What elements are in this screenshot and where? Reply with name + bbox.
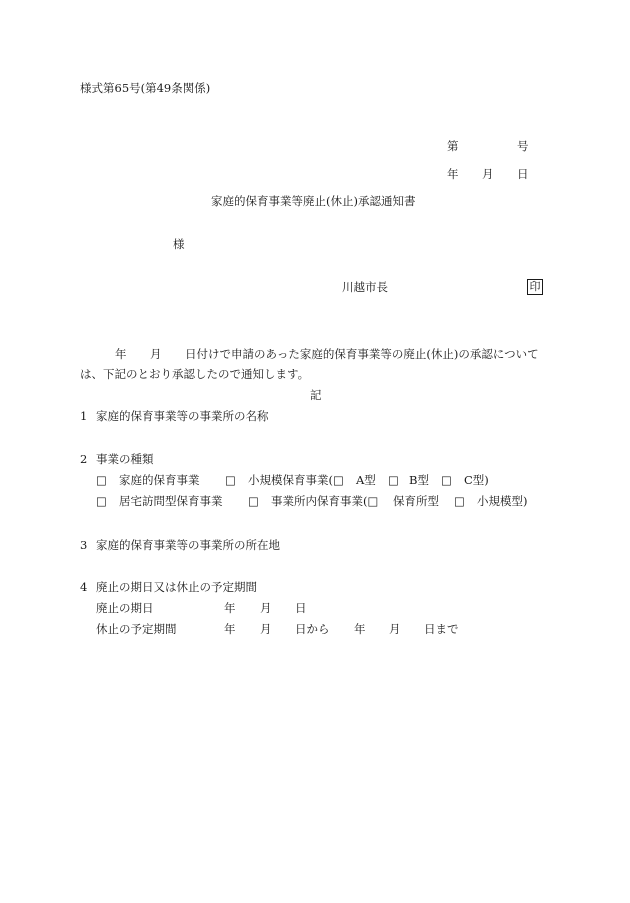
suspend-month-end: 月 [389,622,401,636]
checkbox-home-childcare: □ [96,473,107,487]
form-number: 様式第65号(第49条関係) [80,81,211,95]
issue-date-year: 年 [447,167,459,181]
seal-stamp: 印 [527,279,543,295]
item3-number: 3 [80,538,88,552]
suspend-month: 月 [260,622,272,636]
suspend-year: 年 [224,622,236,636]
issue-date-day: 日 [517,167,529,181]
item2-label: 事業の種類 [96,452,154,466]
item1-label: 家庭的保育事業等の事業所の名称 [96,409,269,423]
checkbox-type-b: □ [388,473,399,487]
body-year: 年 [115,347,127,361]
checkbox-home-visit: □ [96,494,107,508]
option-home-visit: 居宅訪問型保育事業 [119,494,223,508]
document-title: 家庭的保育事業等廃止(休止)承認通知書 [211,194,416,208]
suspend-until: 日まで [424,622,459,636]
issuer-name: 川越市長 [342,280,388,294]
option-small-scale: 小規模保育事業(□ [248,473,344,487]
issue-date-month: 月 [482,167,494,181]
suspend-year-end: 年 [354,622,366,636]
option-home-childcare: 家庭的保育事業 [119,473,200,487]
item2-number: 2 [80,452,88,466]
item1-number: 1 [80,409,88,423]
checkbox-workplace: □ [248,494,259,508]
checkbox-small-scale: □ [225,473,236,487]
body-text-line2: は、下記のとおり承認したので通知します。 [80,367,310,381]
doc-number-suffix: 号 [517,139,529,153]
item4-number: 4 [80,580,88,594]
suspend-period-label: 休止の予定期間 [96,622,177,636]
option-type-b: B型 [409,473,429,487]
body-text-line1: 日付けで申請のあった家庭的保育事業等の廃止(休止)の承認について [185,347,539,361]
checkbox-small-type: □ [454,494,465,508]
body-month: 月 [150,347,162,361]
abolish-year: 年 [224,601,236,615]
option-type-a: A型 [356,473,376,487]
ki-heading: 記 [310,388,322,402]
option-small-type: 小規模型) [477,494,528,508]
checkbox-type-c: □ [441,473,452,487]
item3-label: 家庭的保育事業等の事業所の所在地 [96,538,280,552]
option-workplace: 事業所内保育事業(□ [271,494,379,508]
doc-number-prefix: 第 [447,139,459,153]
item4-label: 廃止の期日又は休止の予定期間 [96,580,257,594]
abolish-month: 月 [260,601,272,615]
option-nursery-type: 保育所型 [393,494,439,508]
addressee-suffix: 様 [173,237,185,251]
abolish-date-label: 廃止の期日 [96,601,154,615]
suspend-from: 日から [295,622,330,636]
abolish-day: 日 [295,601,307,615]
option-type-c: C型) [464,473,489,487]
